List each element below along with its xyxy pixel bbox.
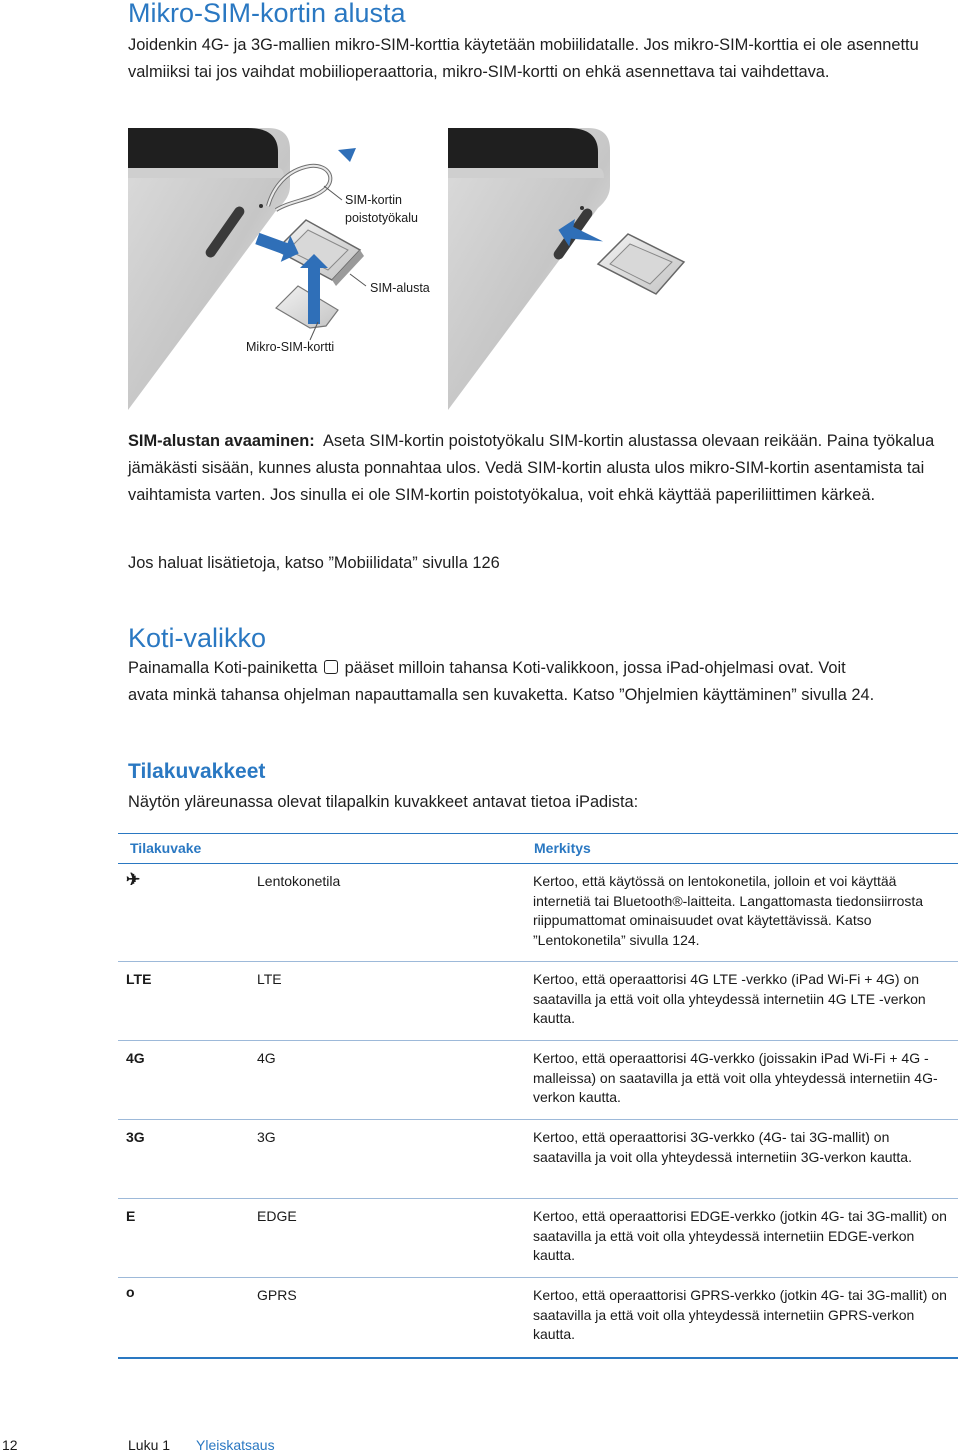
status-icons-intro: Näytön yläreunassa olevat tilapalkin kuvakkeet antavat tietoa iPadista:: [128, 793, 639, 811]
sim-opening-paragraph: [128, 428, 943, 509]
row-name: GPRS: [257, 1287, 297, 1303]
page-number: 12: [2, 1437, 18, 1453]
row-name: Lentokonetila: [257, 873, 341, 889]
more-info-link-text: Jos haluat lisätietoja, katso ”Mobiilidata” sivulla 126: [128, 554, 500, 572]
4g-icon: 4G: [126, 1050, 145, 1066]
edge-icon: E: [126, 1208, 136, 1224]
label-sim-tool-line1: SIM-kortin: [345, 193, 402, 207]
row-name: LTE: [257, 971, 282, 987]
row-name: 3G: [257, 1129, 276, 1145]
label-micro-sim: Mikro-SIM-kortti: [246, 340, 335, 354]
ipad-sim-tray-illustration: [128, 128, 700, 410]
table-row-edge: [118, 1199, 958, 1278]
ipad-corner-right: [448, 128, 610, 410]
table-row-lte: [118, 962, 958, 1041]
home-button-icon: [324, 660, 338, 674]
section-title-micro-sim: Mikro-SIM-kortin alusta: [128, 0, 406, 28]
table-header: [118, 833, 958, 864]
table-row-airplane: [118, 864, 958, 962]
table-row-4g: [118, 1041, 958, 1120]
footer-chapter-title: Yleiskatsaus: [196, 1437, 275, 1453]
lte-icon: LTE: [126, 971, 152, 987]
status-icons-table: [118, 833, 958, 1359]
row-description: Kertoo, että operaattorisi 4G LTE -verkko (iPad Wi-Fi + 4G) on saatavilla ja että voit olla yhteydessä internetiin 4G LTE -verkon kautta.: [533, 971, 926, 1026]
home-text-end: pääset milloin tahansa Koti-valikkoon, jossa iPad-ohjelmasi ovat. Voit avata minkä tahansa ohjelman napauttamalla sen kuvaketta. Katso ”Ohjelmien käyttäminen” sivulla 24.: [128, 659, 875, 704]
table-row-gprs: [118, 1278, 958, 1359]
sim-tray-right: [598, 234, 684, 294]
label-sim-tray: SIM-alusta: [370, 281, 430, 295]
footer-chapter: Luku 1: [128, 1437, 171, 1453]
3g-icon: 3G: [126, 1129, 145, 1145]
section-title-status-icons: Tilakuvakkeet: [128, 760, 266, 783]
header-status-icon: Tilakuvake: [130, 840, 202, 856]
row-description: Kertoo, että operaattorisi GPRS-verkko (jotkin 4G- tai 3G-mallit) on saatavilla ja että voit olla yhteydessä internetiin GPRS-verkon kautta.: [533, 1287, 947, 1342]
row-description: Kertoo, että käytössä on lentokonetila, jolloin et voi käyttää internetiä tai Bluetooth®-laitteita. Langattomasta tiedonsiirrosta riippumattomat ominaisuudet ovat käytettävissä. Katso ”Lentokonetila” sivulla 124.: [533, 873, 924, 948]
arrow-push-tool: [338, 148, 356, 162]
airplane-icon: ✈: [126, 870, 141, 889]
sim-opening-text: Aseta SIM-kortin poistotyökalu SIM-kortin alustassa olevaan reikään. Paina työkalua jämäkästi sisään, kunnes alusta ponnahtaa ulos. Vedä SIM-kortin alusta ulos mikro-SIM-kortin asentamista tai vaihtamista varten. Jos sinulla ei ole SIM-kortin poistotyökalua, voit ehkä käyttää paperiliittimen kärkeä.: [128, 432, 935, 504]
header-meaning: Merkitys: [534, 840, 591, 856]
row-description: Kertoo, että operaattorisi EDGE-verkko (jotkin 4G- tai 3G-mallit) on saatavilla ja että voit olla yhteydessä internetiin EDGE-verkon kautta.: [533, 1208, 947, 1263]
ipad-corner-left: [128, 128, 290, 410]
row-name: EDGE: [257, 1208, 297, 1224]
micro-sim-card: [276, 286, 338, 328]
row-name: 4G: [257, 1050, 276, 1066]
row-description: Kertoo, että operaattorisi 3G-verkko (4G- tai 3G-mallit) on saatavilla ja voit olla yhteydessä internetiin 3G-verkon kautta.: [533, 1129, 912, 1165]
home-paragraph: [128, 655, 878, 709]
sim-opening-lead: SIM-alustan avaaminen:: [128, 432, 315, 450]
micro-sim-intro: Joidenkin 4G- ja 3G-mallien mikro-SIM-korttia käytetään mobiilidatalle. Jos mikro-SIM-korttia ei ole asennettu valmiiksi tai jos vaihdat mobiilioperaattoria, mikro-SIM-kortti on ehkä asennettava tai vaihdettava.: [128, 36, 919, 81]
home-text-start: Painamalla Koti-painiketta: [128, 659, 318, 677]
label-sim-tool-line2: poistotyökalu: [345, 211, 418, 225]
section-title-home: Koti-valikko: [128, 623, 267, 653]
gprs-icon: o: [126, 1284, 135, 1300]
table-row-3g: [118, 1120, 958, 1199]
row-description: Kertoo, että operaattorisi 4G-verkko (joissakin iPad Wi-Fi + 4G -malleissa) on saatavilla ja että voit olla yhteydessä internetiin 4G-verkon kautta.: [533, 1050, 938, 1105]
